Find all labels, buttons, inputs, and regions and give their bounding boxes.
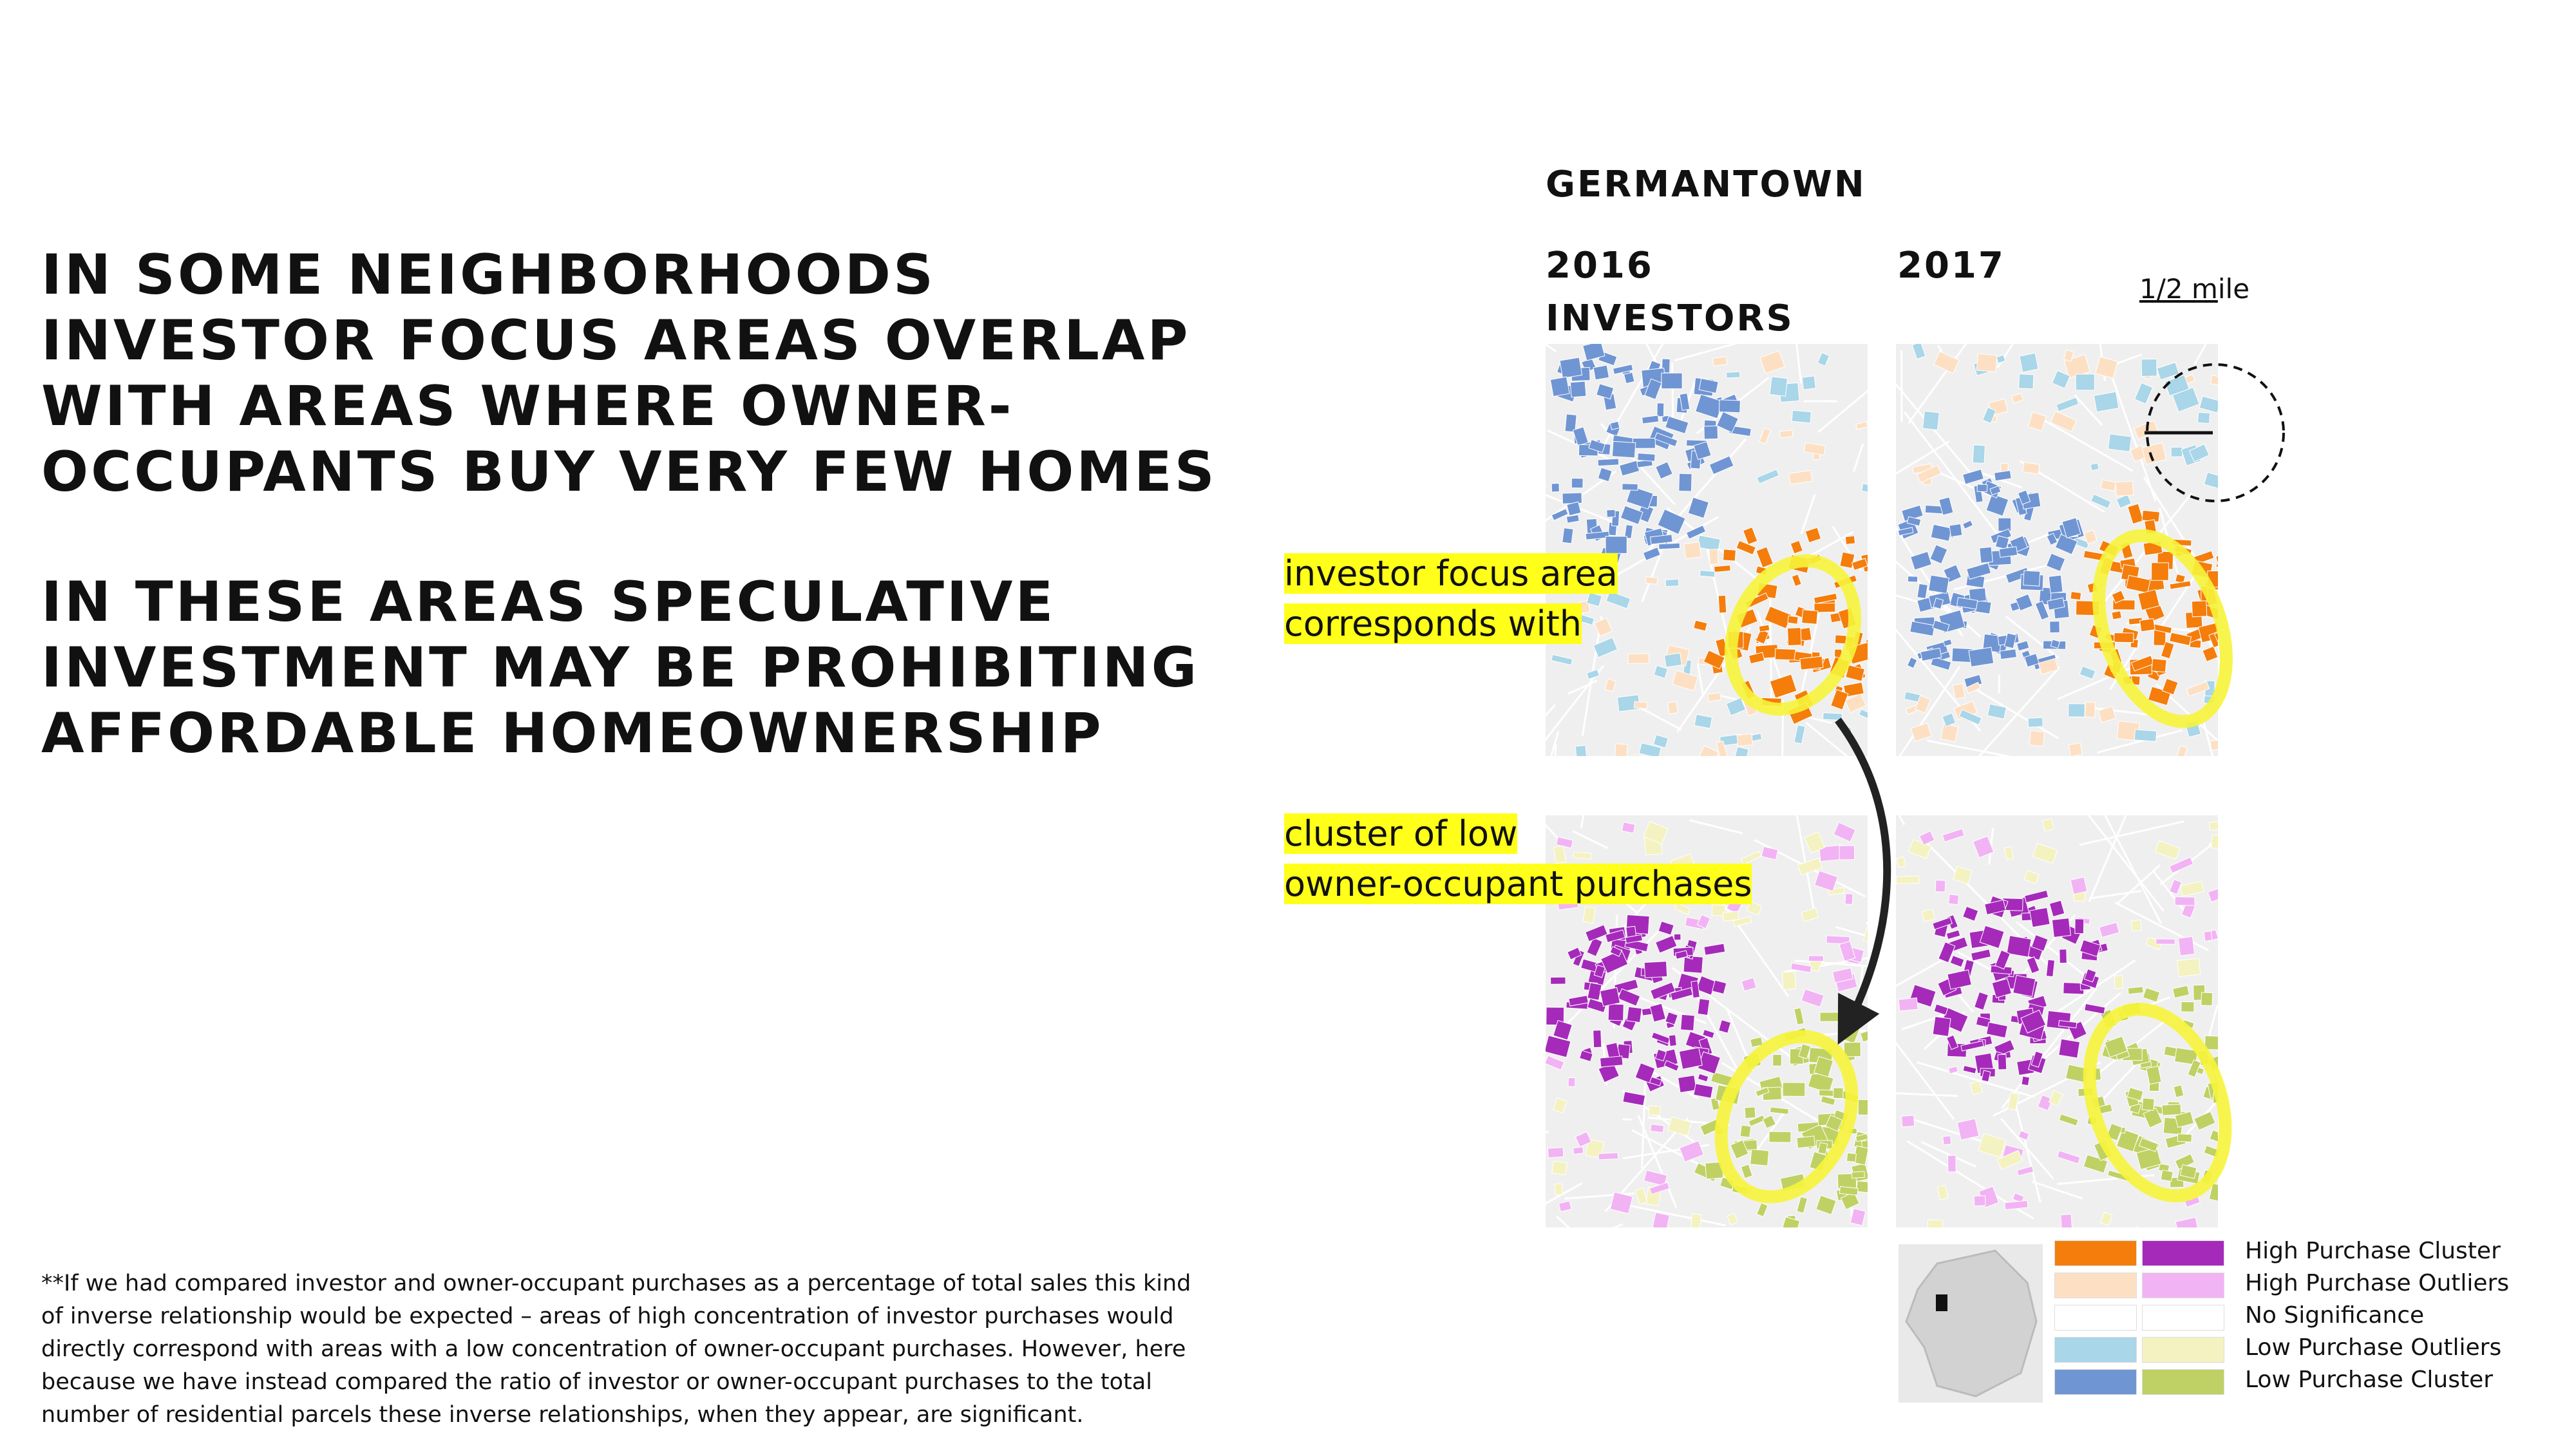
annotation-text: owner-occupant purchases (1284, 864, 1752, 904)
legend-swatch (2142, 1273, 2224, 1298)
legend-swatch (2054, 1240, 2137, 1266)
highlight-ring-investors-2017 (2075, 518, 2250, 739)
headline-line: IN SOME NEIGHBORHOODS (41, 243, 936, 307)
legend-swatch (2054, 1305, 2137, 1331)
headline-line: IN THESE AREAS SPECULATIVE (41, 570, 1056, 634)
legend-swatch (2142, 1240, 2224, 1266)
headline-line: INVESTMENT MAY BE PROHIBITING (41, 636, 1200, 700)
legend-label-high-cluster: High Purchase Cluster (2245, 1238, 2501, 1264)
headline-line: AFFORDABLE HOMEOWNERSHIP (41, 701, 1104, 766)
annotation-text: corresponds with (1284, 603, 1582, 644)
legend-label-low-cluster: Low Purchase Cluster (2245, 1367, 2494, 1393)
annotation-text: cluster of low (1284, 813, 1518, 854)
legend-swatch (2142, 1369, 2224, 1395)
scale-label-rest: ile (2217, 273, 2250, 305)
footnote-line: because we have instead compared the ratio of investor or owner-occupant purchases to the total (41, 1369, 1152, 1395)
locator-inset-map (1899, 1244, 2043, 1403)
locator-inset-svg (1899, 1244, 2043, 1403)
row-label-investors: INVESTORS (1546, 298, 1794, 339)
footnote-line: directly correspond with areas with a low concentration of owner-occupant purchases. However, here (41, 1336, 1186, 1362)
legend-swatch (2054, 1337, 2137, 1363)
annotation-text: investor focus area (1284, 553, 1618, 594)
legend-swatch (2142, 1337, 2224, 1363)
city-outline-shape (1906, 1251, 2036, 1396)
headline-line: INVESTOR FOCUS AREAS OVERLAP (41, 308, 1191, 373)
figure-title: GERMANTOWN (1546, 164, 1866, 205)
footnote-line: of inverse relationship would be expected – areas of high concentration of investor purchases would (41, 1303, 1174, 1329)
legend-label-high-outliers: High Purchase Outliers (2245, 1270, 2510, 1296)
legend-swatch (2054, 1273, 2137, 1298)
footnote-line: number of residential parcels these inverse relationships, when they appear, are significant. (41, 1402, 1084, 1428)
scale-label-underlined: 1/2 m (2139, 273, 2218, 305)
highlight-ring-investors-2016 (1708, 540, 1879, 730)
locator-marker (1936, 1294, 1947, 1311)
year-label-right: 2017 (1897, 245, 2005, 287)
highlight-ring-owners-2017 (2065, 990, 2250, 1215)
headline-line: OCCUPANTS BUY VERY FEW HOMES (41, 440, 1217, 504)
legend-swatch (2054, 1369, 2137, 1395)
footnote-line: **If we had compared investor and owner-occupant purchases as a percentage of total sales this kind (41, 1271, 1191, 1296)
legend-swatch (2142, 1305, 2224, 1331)
legend-label-no-significance: No Significance (2245, 1302, 2425, 1329)
year-label-left: 2016 (1546, 245, 1654, 287)
legend-label-low-outliers: Low Purchase Outliers (2245, 1334, 2502, 1361)
headline-line: WITH AREAS WHERE OWNER- (41, 374, 1014, 439)
arrow-connector (1838, 720, 1887, 1024)
highlight-ring-owners-2016 (1696, 1015, 1877, 1218)
